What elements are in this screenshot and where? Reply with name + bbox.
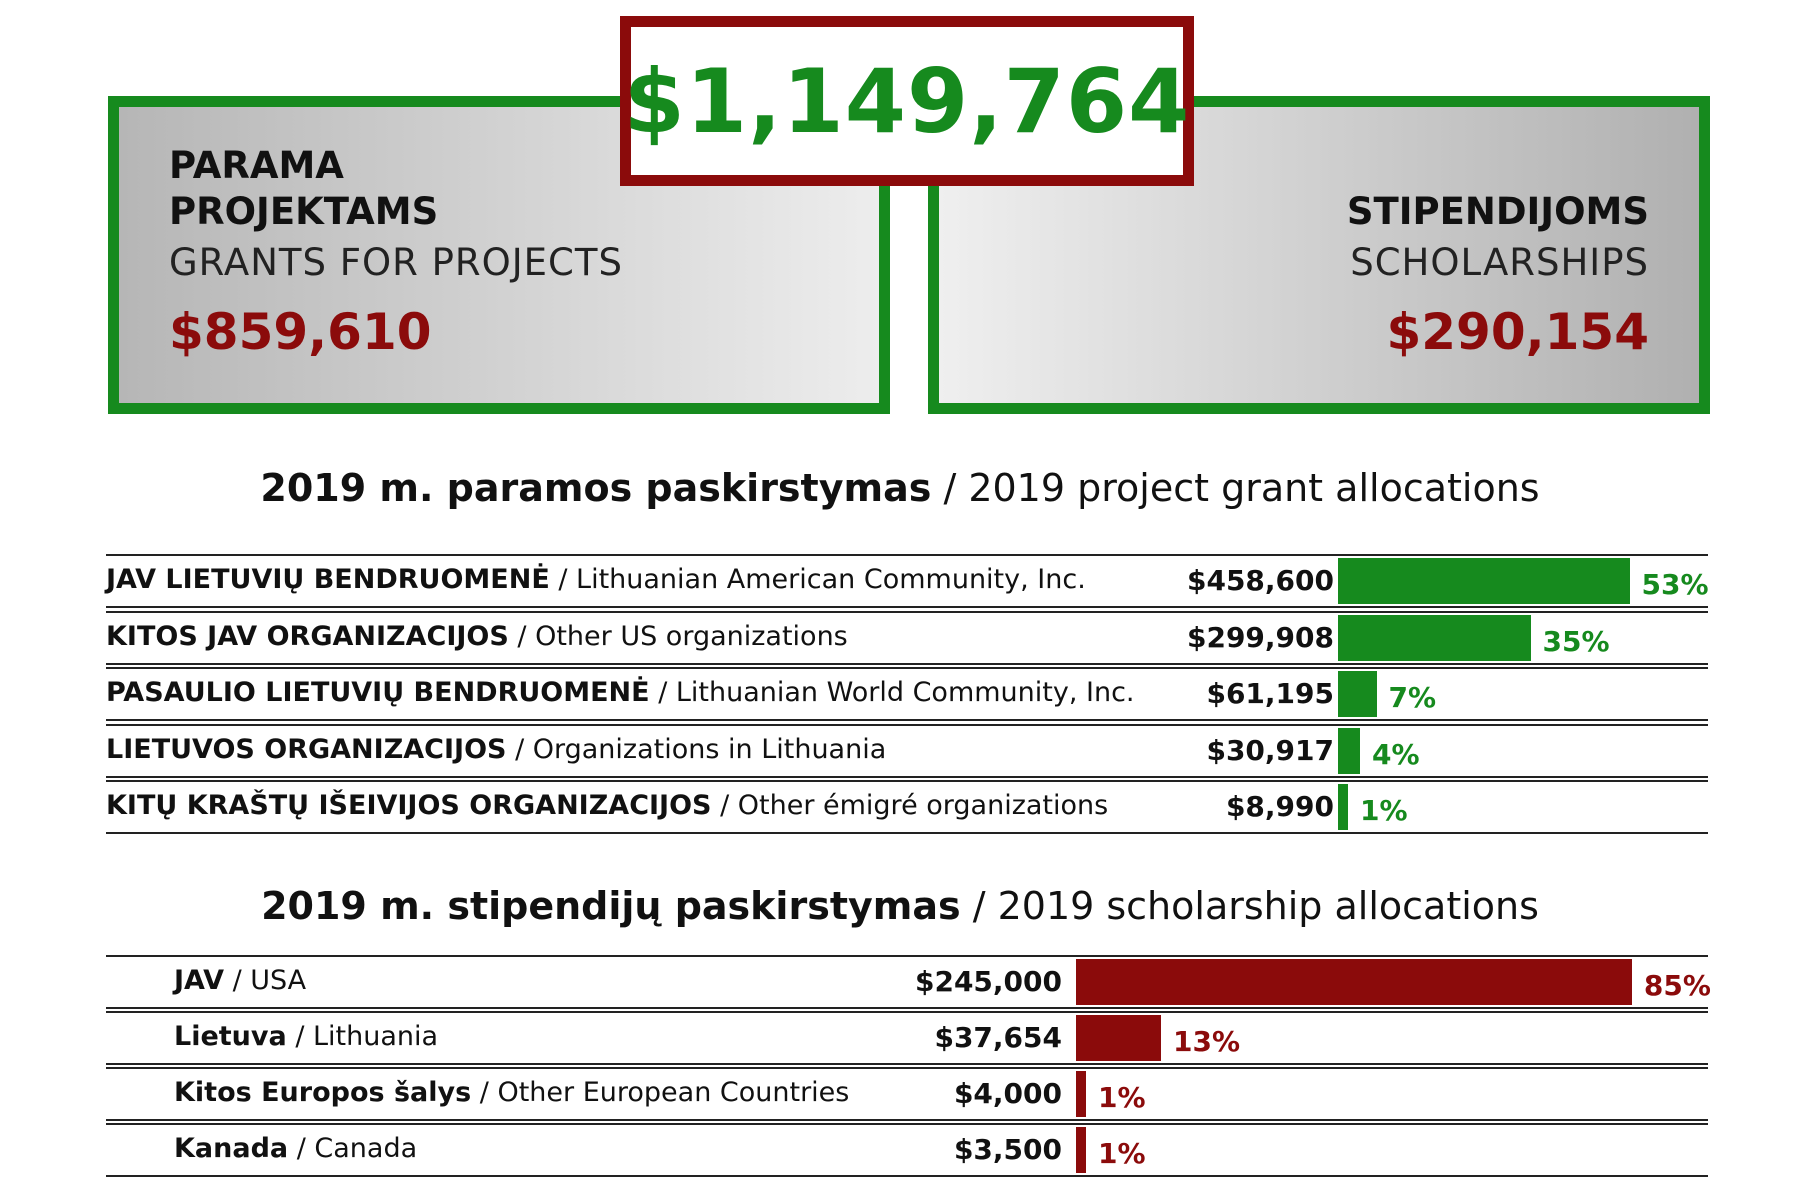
- scholarship-row-label: [174, 1133, 417, 1164]
- row-label-lt: JAV: [174, 965, 225, 996]
- grant-row: [106, 611, 1708, 665]
- scholarship-row-label: [174, 1077, 849, 1108]
- grant-bar-percent: 4%: [1372, 737, 1420, 771]
- grant-bar: [1338, 784, 1348, 830]
- scholarship-bar-percent: 1%: [1098, 1081, 1146, 1114]
- grant-row-label: [106, 734, 886, 765]
- grant-bar-percent: 7%: [1388, 681, 1437, 714]
- grant-heading-lt: 2019 m. paramos paskirstymas: [260, 466, 932, 510]
- scholarship-heading-en: / 2019 scholarship allocations: [972, 884, 1539, 928]
- row-label-en: / Other émigré organizations: [711, 790, 1109, 821]
- scholarships-amount: $290,154: [1386, 303, 1649, 361]
- scholarship-row-amount: $4,000: [953, 1077, 1062, 1110]
- grant-bar-percent: 1%: [1360, 794, 1408, 827]
- scholarship-bar: [1076, 1071, 1086, 1117]
- grants-title-lt-2: PROJEKTAMS: [169, 190, 439, 233]
- grant-bar: [1338, 558, 1630, 604]
- row-label-lt: Kanada: [174, 1133, 289, 1164]
- grant-row-label: [106, 564, 1086, 595]
- row-divider: [106, 719, 1708, 721]
- row-divider: [106, 832, 1708, 834]
- row-divider: [106, 724, 1708, 726]
- grant-allocations-heading: [0, 466, 1800, 510]
- row-divider: [106, 1123, 1708, 1125]
- grant-bar-percent: 35%: [1542, 624, 1610, 658]
- scholarship-bar-percent: 1%: [1098, 1137, 1146, 1170]
- scholarship-bar: [1076, 1127, 1086, 1173]
- grant-row-label: [106, 677, 1135, 708]
- row-label-en: / Other European Countries: [471, 1077, 850, 1108]
- row-divider: [106, 1011, 1708, 1013]
- grant-row: [106, 724, 1708, 778]
- row-label-lt: Kitos Europos šalys: [174, 1077, 472, 1108]
- row-divider: [106, 1119, 1708, 1121]
- scholarship-row-amount: $245,000: [914, 965, 1062, 998]
- scholarship-row: [106, 1123, 1708, 1177]
- row-label-en: / Organizations in Lithuania: [506, 733, 887, 765]
- grant-bar: [1338, 615, 1531, 661]
- row-label-en: / Lithuanian American Community, Inc.: [549, 564, 1086, 595]
- grants-amount: $859,610: [169, 303, 432, 361]
- scholarship-row: [106, 955, 1711, 1009]
- grant-row: [106, 667, 1708, 721]
- grant-row-amount: $30,917: [1206, 733, 1334, 767]
- grant-row-amount: $8,990: [1225, 790, 1334, 823]
- scholarships-title-lt: STIPENDIJOMS: [1346, 190, 1649, 233]
- row-label-en: / Lithuania: [286, 1021, 439, 1052]
- grant-row-label: [106, 790, 1108, 821]
- grants-title-lt-1: PARAMA: [169, 144, 344, 187]
- row-label-en: / Other US organizations: [508, 620, 848, 652]
- grant-row: [106, 554, 1708, 608]
- row-divider: [106, 955, 1708, 957]
- row-label-lt: KITOS JAV ORGANIZACIJOS: [106, 620, 509, 652]
- row-divider: [106, 1063, 1708, 1065]
- scholarship-row: [106, 1011, 1708, 1065]
- row-divider: [106, 1067, 1708, 1069]
- grant-bar: [1338, 728, 1360, 774]
- scholarship-row-amount: $3,500: [953, 1133, 1062, 1166]
- row-divider: [106, 1175, 1708, 1177]
- scholarship-bar: [1076, 1015, 1161, 1061]
- row-label-en: / Canada: [288, 1133, 418, 1164]
- grant-heading-en: / 2019 project grant allocations: [943, 466, 1540, 510]
- row-label-lt: PASAULIO LIETUVIŲ BENDRUOMENĖ: [106, 677, 650, 708]
- scholarship-allocations-heading: [0, 884, 1800, 928]
- scholarship-heading-lt: 2019 m. stipendijų paskirstymas: [261, 884, 961, 928]
- row-divider: [106, 776, 1708, 778]
- scholarship-bar-percent: 13%: [1173, 1025, 1241, 1058]
- grant-row-amount: $61,195: [1206, 677, 1334, 710]
- grant-row-amount: $458,600: [1186, 564, 1334, 597]
- row-label-en: / USA: [224, 965, 307, 996]
- grants-title-en: GRANTS FOR PROJECTS: [169, 241, 623, 284]
- scholarship-bar-percent: 85%: [1643, 969, 1711, 1002]
- grant-row-label: [106, 621, 848, 652]
- grant-bar-percent: 53%: [1641, 568, 1709, 601]
- grant-row: [106, 780, 1708, 834]
- grant-row-amount: $299,908: [1186, 620, 1334, 654]
- row-label-lt: JAV LIETUVIŲ BENDRUOMENĖ: [106, 564, 550, 595]
- row-label-en: / Lithuanian World Community, Inc.: [649, 677, 1135, 708]
- row-divider: [106, 663, 1708, 665]
- scholarship-bar: [1076, 959, 1632, 1005]
- row-divider: [106, 1007, 1708, 1009]
- row-label-lt: Lietuva: [174, 1021, 287, 1052]
- scholarship-row-label: [174, 965, 306, 996]
- row-divider: [106, 667, 1708, 669]
- scholarships-title-en: SCHOLARSHIPS: [1350, 241, 1649, 284]
- row-divider: [106, 611, 1708, 613]
- scholarship-row: [106, 1067, 1708, 1121]
- scholarship-row-amount: $37,654: [934, 1021, 1062, 1054]
- row-label-lt: KITŲ KRAŠTŲ IŠEIVIJOS ORGANIZACIJOS: [106, 790, 712, 821]
- row-divider: [106, 606, 1708, 608]
- total-amount: $1,149,764: [623, 49, 1191, 153]
- row-divider: [106, 780, 1708, 782]
- grant-bar: [1338, 671, 1377, 717]
- scholarship-row-label: [174, 1021, 438, 1052]
- row-label-lt: LIETUVOS ORGANIZACIJOS: [106, 733, 507, 765]
- row-divider: [106, 554, 1708, 556]
- total-box: [620, 16, 1194, 186]
